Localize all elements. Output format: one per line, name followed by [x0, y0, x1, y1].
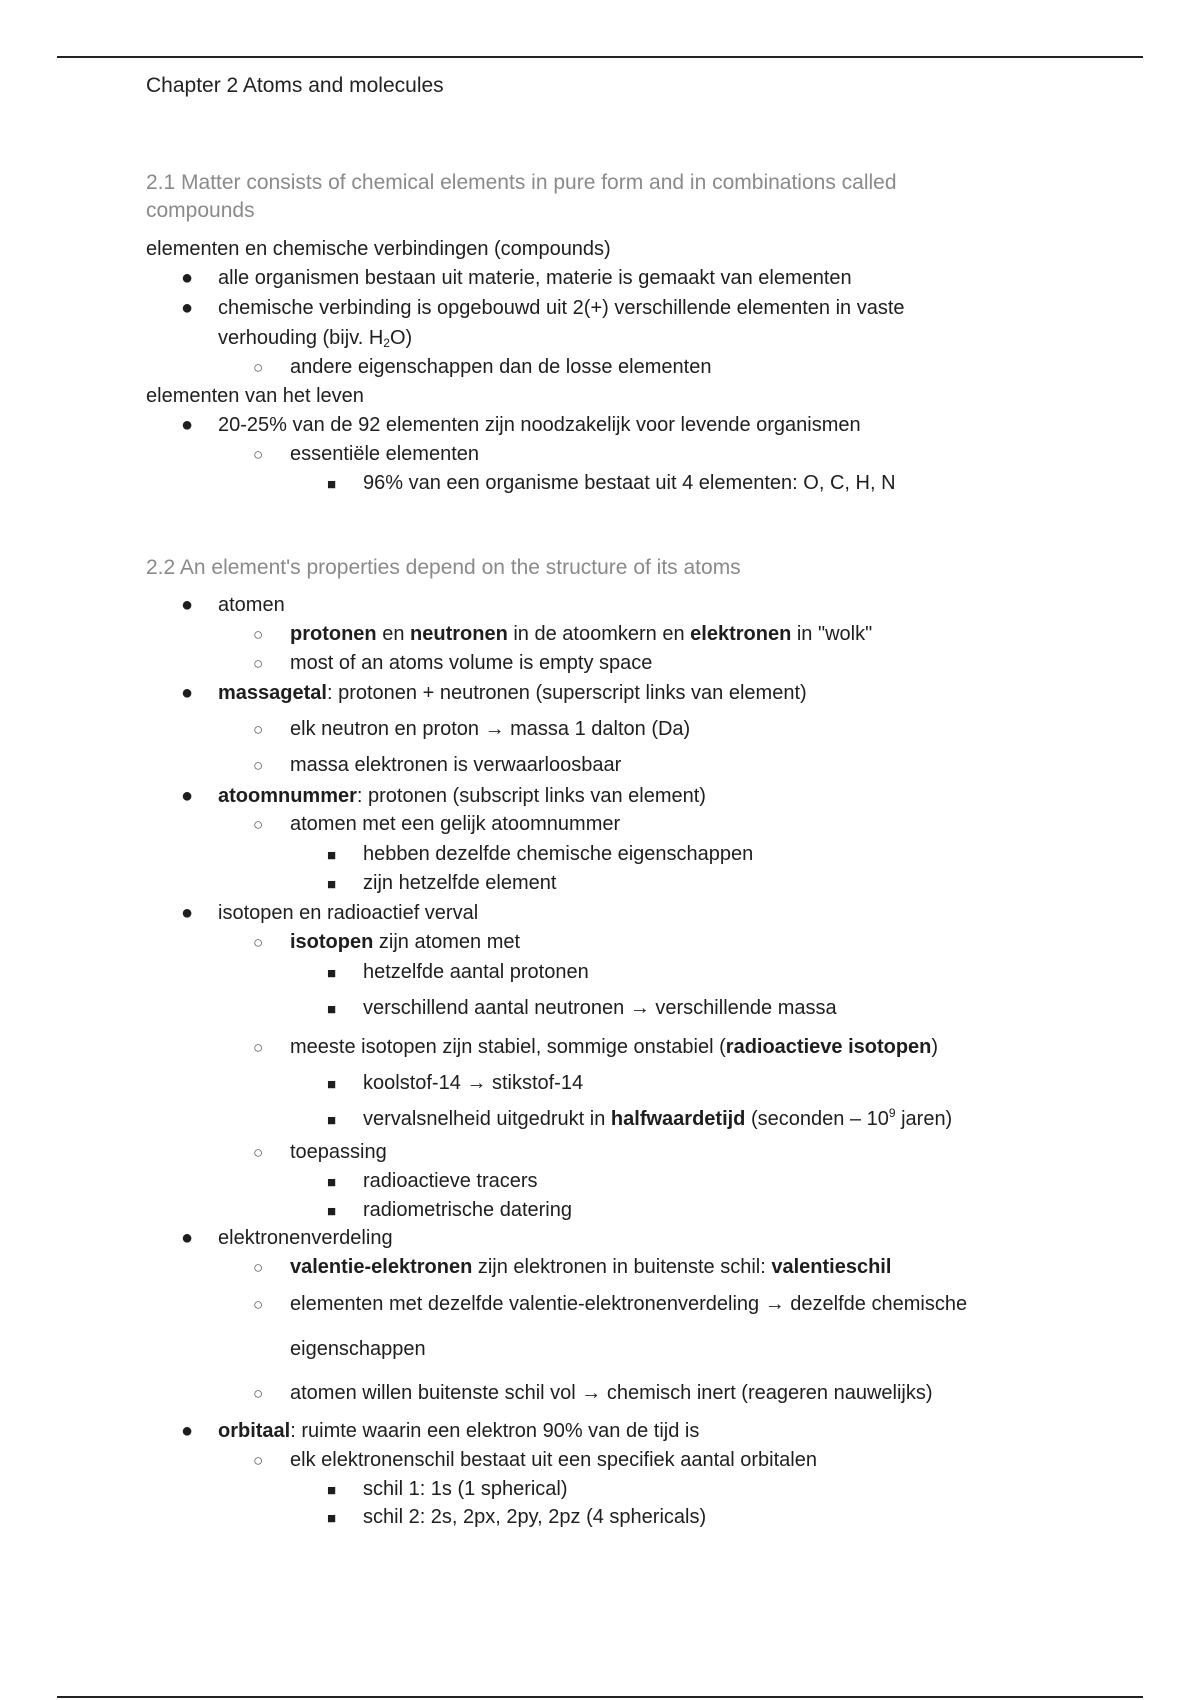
list-item-continuation: verhouding (bijv. $H_2O$) — [218, 327, 413, 350]
list-item: andere eigenschappen dan de losse elementen — [290, 356, 712, 378]
bullet-disc-icon: ● — [181, 414, 194, 436]
bullet-disc-icon: ● — [181, 594, 194, 616]
bullet-disc-icon: ● — [181, 682, 194, 704]
bullet-square-icon: ■ — [327, 1482, 337, 1499]
section-heading-2-1-line1: 2.1 Matter consists of chemical elements in pure form and in combinations called — [146, 171, 897, 194]
list-item: meeste isotopen zijn stabiel, sommige onstabiel (radioactieve isotopen) — [290, 1036, 939, 1058]
bullet-square-icon: ■ — [327, 1076, 337, 1093]
bullet-disc-icon: ● — [181, 785, 194, 807]
bullet-square-icon: ■ — [327, 1001, 337, 1018]
bullet-circle-icon: ○ — [253, 1143, 264, 1162]
list-item: elementen met dezelfde valentie-elektronenverdeling → dezelfde chemische — [290, 1293, 968, 1315]
list-item: vervalsnelheid uitgedrukt in halfwaardetijd (seconden – $10^9$ jaren) — [363, 1106, 953, 1130]
list-item: protonen en neutronen in de atoomkern en elektronen in "wolk" — [290, 623, 873, 645]
bullet-circle-icon: ○ — [253, 445, 264, 464]
bullet-circle-icon: ○ — [253, 358, 264, 377]
list-item: verschillend aantal neutronen → verschillende massa — [363, 997, 837, 1019]
top-rule — [57, 56, 1143, 58]
bullet-square-icon: ■ — [327, 1510, 337, 1527]
bullet-circle-icon: ○ — [253, 933, 264, 952]
list-item-continuation: eigenschappen — [290, 1338, 426, 1360]
chapter-title: Chapter 2 Atoms and molecules — [146, 74, 444, 97]
list-item: elk elektronenschil bestaat uit een specifiek aantal orbitalen — [290, 1449, 817, 1471]
bullet-circle-icon: ○ — [253, 1295, 264, 1314]
bullet-disc-icon: ● — [181, 297, 194, 319]
list-item: orbitaal: ruimte waarin een elektron 90% van de tijd is — [218, 1420, 700, 1442]
bullet-circle-icon: ○ — [253, 756, 264, 775]
list-item: alle organismen bestaan uit materie, materie is gemaakt van elementen — [218, 267, 852, 289]
bullet-square-icon: ■ — [327, 476, 337, 493]
list-item: 20-25% van de 92 elementen zijn noodzakelijk voor levende organismen — [218, 414, 861, 436]
list-item: elk neutron en proton → massa 1 dalton (Da) — [290, 718, 691, 740]
list-item: toepassing — [290, 1141, 387, 1163]
list-item: isotopen zijn atomen met — [290, 931, 521, 953]
bullet-square-icon: ■ — [327, 847, 337, 864]
list-item: massagetal: protonen + neutronen (superscript links van element) — [218, 682, 807, 704]
section-heading-2-1-line2: compounds — [146, 199, 255, 222]
list-item: most of an atoms volume is empty space — [290, 652, 653, 674]
list-item: radiometrische datering — [363, 1199, 572, 1221]
list-item: radioactieve tracers — [363, 1170, 538, 1192]
list-item: chemische verbinding is opgebouwd uit 2(+) verschillende elementen in vaste — [218, 297, 905, 319]
bullet-circle-icon: ○ — [253, 654, 264, 673]
bullet-circle-icon: ○ — [253, 1451, 264, 1470]
bullet-circle-icon: ○ — [253, 625, 264, 644]
bullet-square-icon: ■ — [327, 1112, 337, 1129]
bullet-circle-icon: ○ — [253, 720, 264, 739]
list-item: massa elektronen is verwaarloosbaar — [290, 754, 622, 776]
bullet-circle-icon: ○ — [253, 815, 264, 834]
bullet-disc-icon: ● — [181, 902, 194, 924]
bullet-disc-icon: ● — [181, 267, 194, 289]
list-item: atomen met een gelijk atoomnummer — [290, 813, 621, 835]
bullet-square-icon: ■ — [327, 876, 337, 893]
bullet-circle-icon: ○ — [253, 1258, 264, 1277]
bullet-circle-icon: ○ — [253, 1038, 264, 1057]
list-item: koolstof-14 → stikstof-14 — [363, 1072, 584, 1094]
list-item: valentie-elektronen zijn elektronen in buitenste schil: valentieschil — [290, 1256, 892, 1278]
subheading: elementen en chemische verbindingen (compounds) — [146, 238, 611, 260]
list-item: atomen willen buitenste schil vol → chemisch inert (reageren nauwelijks) — [290, 1382, 933, 1404]
list-item: atomen — [218, 594, 285, 616]
bullet-disc-icon: ● — [181, 1227, 194, 1249]
list-item: 96% van een organisme bestaat uit 4 elementen: O, C, H, N — [363, 472, 896, 494]
list-item: atoomnummer: protonen (subscript links van element) — [218, 785, 706, 807]
bottom-rule — [57, 1696, 1143, 1698]
bullet-circle-icon: ○ — [253, 1384, 264, 1403]
subheading: elementen van het leven — [146, 385, 364, 407]
bullet-square-icon: ■ — [327, 1174, 337, 1191]
list-item: isotopen en radioactief verval — [218, 902, 479, 924]
list-item: schil 1: 1s (1 spherical) — [363, 1478, 568, 1500]
list-item: elektronenverdeling — [218, 1227, 393, 1249]
bullet-disc-icon: ● — [181, 1420, 194, 1442]
list-item: hetzelfde aantal protonen — [363, 961, 589, 983]
list-item: schil 2: 2s, 2px, 2py, 2pz (4 sphericals) — [363, 1506, 707, 1528]
list-item: hebben dezelfde chemische eigenschappen — [363, 843, 754, 865]
section-heading-2-2: 2.2 An element's properties depend on the structure of its atoms — [146, 556, 741, 579]
bullet-square-icon: ■ — [327, 1203, 337, 1220]
list-item: zijn hetzelfde element — [363, 872, 557, 894]
list-item: essentiële elementen — [290, 443, 480, 465]
bullet-square-icon: ■ — [327, 965, 337, 982]
